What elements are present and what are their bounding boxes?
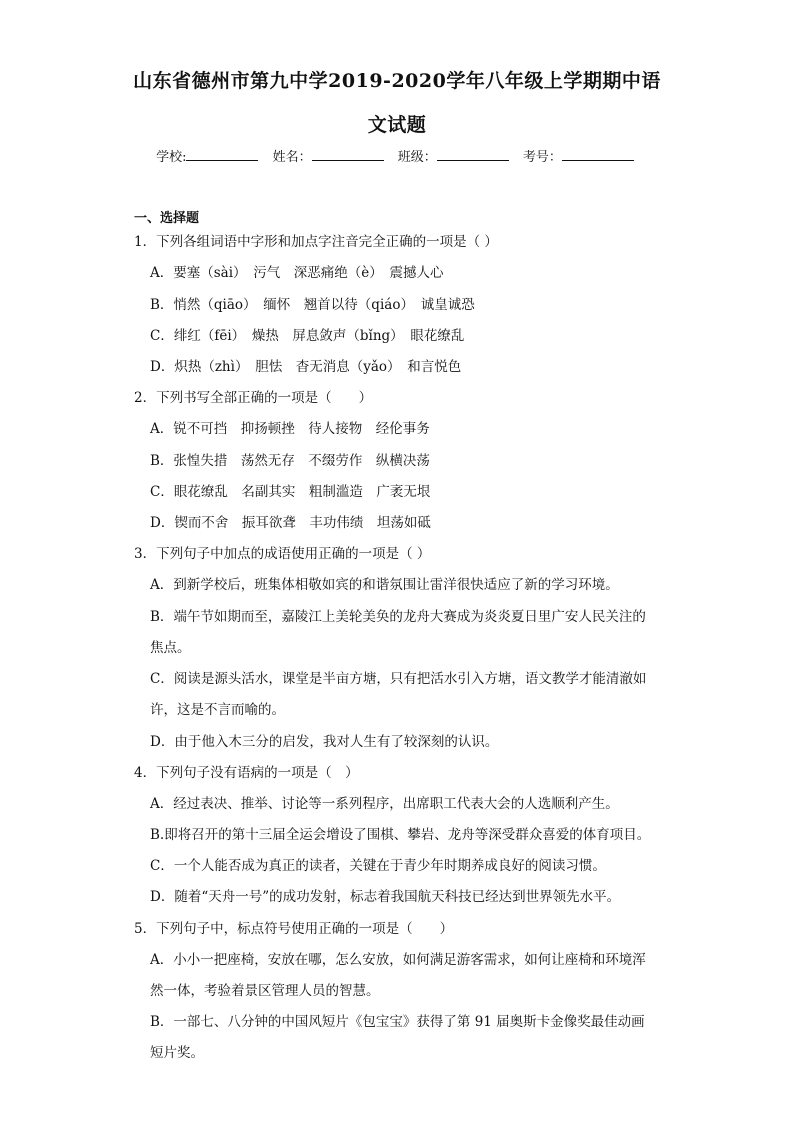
exam-number-blank[interactable]: [562, 148, 634, 161]
question-option: A．经过表决、推举、讨论等一系列程序，出席职工代表大会的人选顺利产生。: [150, 796, 619, 812]
question-stem: 4．下列句子没有语病的一项是（ ）: [134, 765, 359, 781]
question-option: A．到新学校后，班集体相敬如宾的和谐氛围让雷洋很快适应了新的学习环境。: [150, 577, 619, 593]
school-blank[interactable]: [186, 148, 258, 161]
question-option: B．端午节如期而至，嘉陵江上美轮美奂的龙舟大赛成为炎炎夏日里广安人民关注的: [150, 609, 646, 625]
school-label: 学校:: [156, 150, 187, 165]
question-option: D．炽热（zhì） 胆怯 杳无消息（yǎo） 和言悦色: [150, 359, 462, 375]
class-blank[interactable]: [437, 148, 509, 161]
exam-title-line-2: 文试题: [367, 114, 427, 136]
question-option: C．一个人能否成为真正的读者，关键在于青少年时期养成良好的阅读习惯。: [150, 858, 606, 874]
question-stem: 5．下列句子中，标点符号使用正确的一项是（ ）: [134, 921, 454, 937]
name-blank[interactable]: [312, 148, 384, 161]
section-heading: 一、选择题: [134, 211, 200, 226]
class-label: 班级：: [397, 150, 437, 165]
question-stem: 3．下列句子中加点的成语使用正确的一项是（ ）: [134, 546, 431, 562]
question-option: A．要塞（sài） 污气 深恶痛绝（è） 震撼人心: [150, 265, 444, 281]
exam-title-line-1: 山东省德州市第九中学2019-2020学年八年级上学期期中语: [133, 70, 661, 92]
name-label: 姓名：: [272, 150, 312, 165]
student-info-row: [0, 146, 794, 165]
question-stem: 2．下列书写全部正确的一项是（ ）: [134, 390, 373, 406]
question-option: C．阅读是源头活水，课堂是半亩方塘，只有把活水引入方塘，语文教学才能清澈如: [150, 671, 647, 687]
question-stem: 1．下列各组词语中字形和加点字注音完全正确的一项是（ ）: [134, 234, 498, 250]
question-option: A．锐不可挡 抑扬顿挫 待人接物 经伦事务: [150, 421, 430, 437]
question-option: D．随着“天舟一号”的成功发射，标志着我国航天科技已经达到世界领先水平。: [150, 889, 621, 905]
question-option-continued: 短片奖。: [150, 1045, 204, 1061]
question-option: D．锲而不舍 振耳欲聋 丰功伟绩 坦荡如砥: [150, 515, 431, 531]
question-option: B．张惶失措 荡然无存 不缀劳作 纵横决荡: [150, 453, 430, 469]
question-option-continued: 然一体，考验着景区管理人员的智慧。: [150, 983, 380, 999]
question-option: B.即将召开的第十三届全运会增设了围棋、攀岩、龙舟等深受群众喜爱的体育项目。: [150, 827, 651, 843]
question-option: B．悄然（qiāo） 缅怀 翘首以待（qiáo） 诚皇诚恐: [150, 297, 475, 313]
question-option: A．小小一把座椅，安放在哪，怎么安放，如何满足游客需求，如何让座椅和环境浑: [150, 952, 646, 968]
exam-number-label: 考号：: [522, 150, 562, 165]
question-option: B．一部七、八分钟的中国风短片《包宝宝》获得了第 91 届奥斯卡金像奖最佳动画: [150, 1014, 645, 1030]
question-option: C．眼花缭乱 名副其实 粗制滥造 广袤无垠: [150, 484, 431, 500]
question-option-continued: 焦点。: [150, 640, 191, 656]
question-option-continued: 许，这是不言而喻的。: [150, 702, 285, 718]
question-option: C．绯红（fēi） 燥热 屏息敛声（bǐng） 眼花缭乱: [150, 328, 465, 344]
question-option: D．由于他入木三分的启发，我对人生有了较深刻的认识。: [150, 734, 499, 750]
